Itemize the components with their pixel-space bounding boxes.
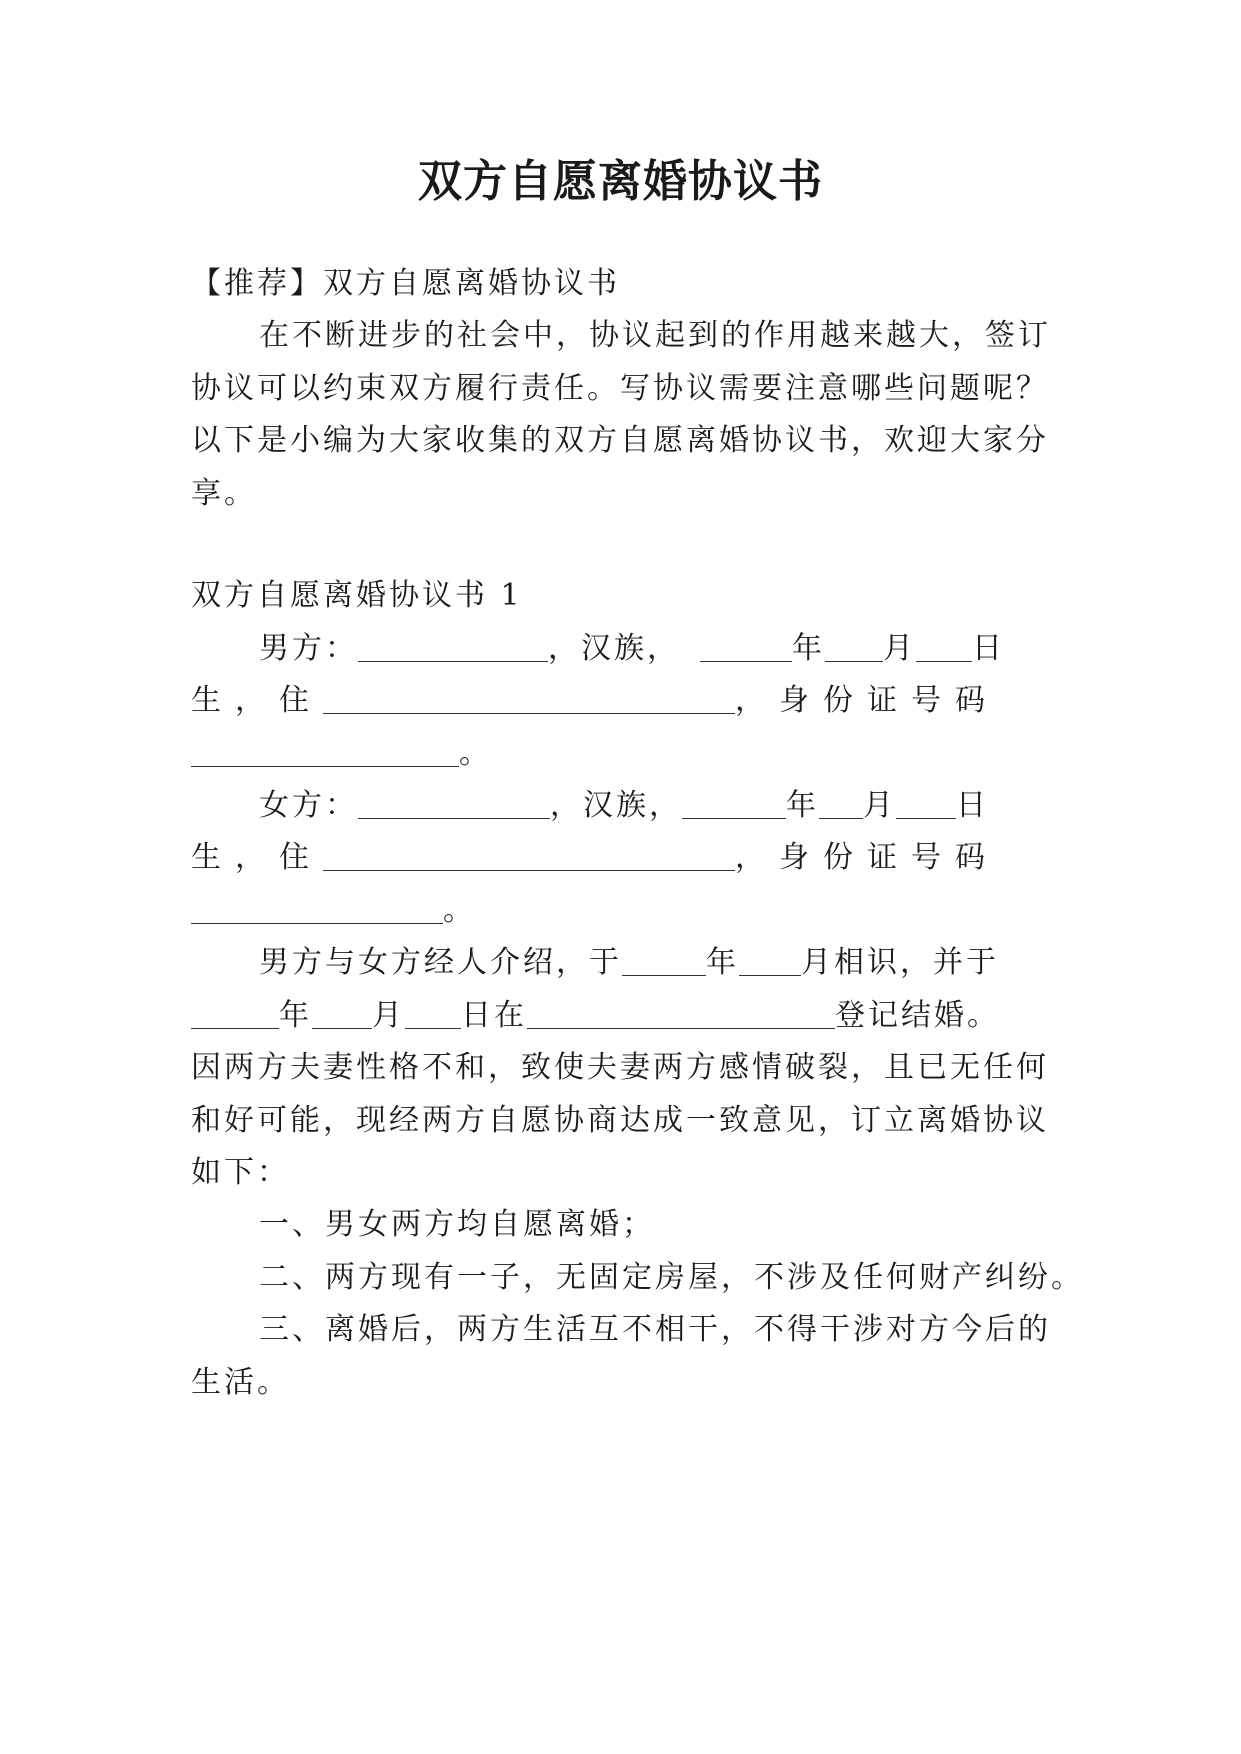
meet-year-blank <box>622 945 706 976</box>
man-label: 男方： <box>259 631 358 666</box>
item-3: 三、离婚后，两方生活互不相干，不得干涉对方今后的 <box>259 1312 1051 1347</box>
document-title: 双方自愿离婚协议书 <box>418 156 823 207</box>
man-year-label: 年 <box>792 631 825 666</box>
meet-line-2 <box>191 987 1000 1044</box>
woman-day-label: 日 <box>956 788 989 823</box>
meet-part1: 男方与女方经人介绍，于 <box>259 945 622 980</box>
woman-line-3 <box>191 882 476 939</box>
man-day-blank <box>916 631 972 662</box>
woman-month-label: 月 <box>863 788 896 823</box>
item-3-cont: 生活。 <box>191 1365 290 1400</box>
intro-line-2: 协议可以约束双方履行责任。写协议需要注意哪些问题呢？ <box>191 371 1049 406</box>
woman-born-label: 生，住 <box>191 840 323 875</box>
woman-year-blank <box>682 788 786 819</box>
woman-line-2 <box>191 829 999 886</box>
man-month-blank <box>825 631 883 662</box>
marry-year-blank <box>191 998 279 1029</box>
man-address-blank <box>323 683 735 714</box>
man-id-blank <box>191 736 459 767</box>
man-month-label: 月 <box>883 631 916 666</box>
woman-line-1 <box>191 777 989 834</box>
man-born-label: 生，住 <box>191 683 323 718</box>
man-year-blank <box>700 631 792 662</box>
marry-month-blank <box>312 998 372 1029</box>
meet-year-label: 年 <box>706 945 739 980</box>
item-2: 二、两方现有一子，无固定房屋，不涉及任何财产纠纷。 <box>259 1260 1084 1295</box>
woman-ethnic: ，汉族， <box>550 788 682 823</box>
man-day-label: 日 <box>972 631 1005 666</box>
meet-line-1 <box>191 934 999 991</box>
man-line-1 <box>191 620 1005 677</box>
man-line-3 <box>191 725 492 782</box>
woman-name-blank <box>358 788 550 819</box>
intro-tag-line: 【推荐】双方自愿离婚协议书 <box>191 266 620 301</box>
woman-label: 女方： <box>259 788 358 823</box>
meet-part3: 登记结婚。 <box>835 998 1000 1033</box>
meet-part2: 月相识，并于 <box>801 945 999 980</box>
man-ethnic: ，汉族， <box>548 631 680 666</box>
marry-month-label: 月 <box>372 998 405 1033</box>
man-line-2 <box>191 672 999 729</box>
marry-year-label: 年 <box>279 998 312 1033</box>
woman-month-blank <box>819 788 863 819</box>
marry-place-blank <box>527 998 835 1029</box>
man-name-blank <box>358 631 548 662</box>
man-end: 。 <box>459 736 492 771</box>
woman-year-label: 年 <box>786 788 819 823</box>
meet-month-blank <box>739 945 801 976</box>
woman-day-blank <box>896 788 956 819</box>
item-1: 一、男女两方均自愿离婚； <box>259 1207 655 1242</box>
woman-id-label: ，身份证号码 <box>735 840 999 875</box>
meet-line-3: 因两方夫妻性格不和，致使夫妻两方感情破裂，且已无任何 <box>191 1050 1049 1085</box>
marry-day-label: 日在 <box>461 998 527 1033</box>
meet-line-4: 和好可能，现经两方自愿协商达成一致意见，订立离婚协议 <box>191 1103 1049 1138</box>
section-heading: 双方自愿离婚协议书 1 <box>191 578 523 613</box>
woman-id-blank <box>191 893 443 924</box>
woman-end: 。 <box>443 893 476 928</box>
intro-line-3: 以下是小编为大家收集的双方自愿离婚协议书，欢迎大家分 <box>191 423 1049 458</box>
meet-line-5: 如下： <box>191 1155 290 1190</box>
intro-line-4: 享。 <box>191 476 257 511</box>
marry-day-blank <box>405 998 461 1029</box>
intro-line-1: 在不断进步的社会中，协议起到的作用越来越大，签订 <box>259 318 1051 353</box>
man-id-label: ，身份证号码 <box>735 683 999 718</box>
woman-address-blank <box>323 840 735 871</box>
